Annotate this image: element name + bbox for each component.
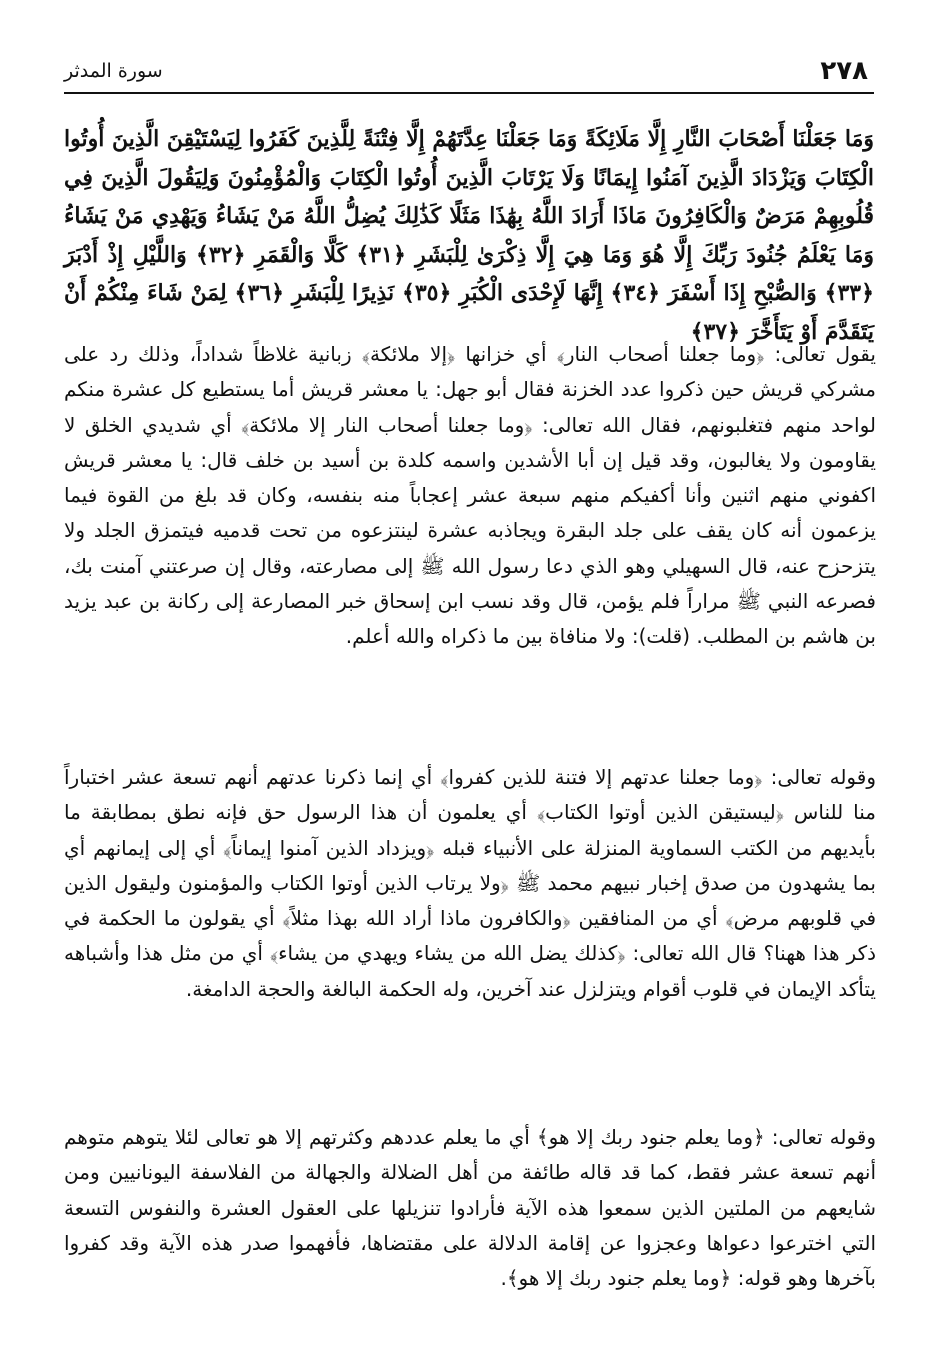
page-number: ٢٧٨ xyxy=(820,56,868,86)
commentary-section-3 xyxy=(64,1120,876,1296)
page-header xyxy=(64,52,874,94)
commentary-section-1 xyxy=(64,337,876,655)
commentary-paragraph: وقوله تعالى: ﴿وما يعلم جنود ربك إلا هو﴾ أي ما يعلم عددهم وكثرتهم إلا هو تعالى لئلا يتوهم متوهم أنهم تسعة عشر فقط، كما قد قاله طائفة من أهل الضلالة والجهالة من الفلاسفة اليونانيين ومن شايعهم من الملتين الذين سمعوا هذه الآية فأرادوا تنزيلها على العقول العشرة والنفوس التسعة التي اخترعوا دعواها وعجزوا عن إقامة الدلالة على مقتضاها، فأفهموا صدر هذه الآية وقد كفروا بآخرها وهو قوله: ﴿وما يعلم جنود ربك إلا هو﴾. xyxy=(64,1125,876,1291)
commentary-paragraph: وقوله تعالى: ﴿وما جعلنا عدتهم إلا فتنة للذين كفروا﴾ أي إنما ذكرنا عدتهم أنهم تسعة عشر اختباراً منا للناس ﴿ليستيقن الذين أوتوا الكتاب﴾ أي يعلمون أن هذا الرسول حق فإنه نطق بمطابقة ما بأيديهم من الكتب السماوية المنزلة على الأنبياء قبله ﴿ويزداد الذين آمنوا إيماناً﴾ أي إلى إيمانهم أي بما يشهدون من صدق إخبار نبيهم محمد ﷺ ﴿ولا يرتاب الذين أوتوا الكتاب والمؤمنون وليقول الذين في قلوبهم مرض﴾ أي من المنافقين ﴿والكافرون ماذا أراد الله بهذا مثلاً﴾ أي يقولون ما الحكمة في ذكر هذا ههنا؟ قال الله تعالى: ﴿كذلك يضل الله من يشاء ويهدي من يشاء﴾ أي من مثل هذا وأشباهه يتأكد الإيمان في قلوب أقوام ويتزلزل عند آخرين، وله الحكمة البالغة والحجة الدامغة. xyxy=(64,765,876,1001)
surah-title: سورة المدثر xyxy=(64,60,163,82)
commentary-section-2 xyxy=(64,760,876,1007)
commentary-paragraph: يقول تعالى: ﴿وما جعلنا أصحاب النار﴾ أي خزانها ﴿إلا ملائكة﴾ زبانية غلاظاً شداداً، وذلك رد على مشركي قريش حين ذكروا عدد الخزنة فقال أبو جهل: يا معشر قريش أما يستطيع كل عشرة منكم لواحد منهم فتغلبونهم، فقال الله تعالى: ﴿وما جعلنا أصحاب النار إلا ملائكة﴾ أي شديدي الخلق لا يقاومون ولا يغالبون، وقد قيل إن أبا الأشدين واسمه كلدة بن أسيد بن خلف قال: يا معشر قريش اكفوني منهم اثنين وأنا أكفيكم منهم سبعة عشر إعجاباً منه بنفسه، وكان قد بلغ من القوة فيما يزعمون أنه كان يقف على جلد البقرة ويجاذبه عشرة لينتزعوه من تحت قدميه فيتمزق الجلد ولا يتزحزح عنه، قال السهيلي وهو الذي دعا رسول الله ﷺ إلى مصارعته، وقال إن صرعتني آمنت بك، فصرعه النبي ﷺ مراراً فلم يؤمن، قال وقد نسب ابن إسحاق خبر المصارعة إلى ركانة بن عبد يزيد بن هاشم بن المطلب. (قلت): ولا منافاة بين ما ذكراه والله أعلم. xyxy=(64,342,876,649)
quran-verses: وَمَا جَعَلْنَا أَصْحَابَ النَّارِ إِلَّا مَلَائِكَةً وَمَا جَعَلْنَا عِدَّتَهُمْ إِلَّا فِتْنَةً لِلَّذِينَ كَفَرُوا لِيَسْتَيْقِنَ الَّذِينَ أُوتُوا الْكِتَابَ وَيَزْدَادَ الَّذِينَ آمَنُوا إِيمَانًا وَلَا يَرْتَابَ الَّذِينَ أُوتُوا الْكِتَابَ وَالْمُؤْمِنُونَ وَلِيَقُولَ الَّذِينَ فِي قُلُوبِهِمْ مَرَضٌ وَالْكَافِرُونَ مَاذَا أَرَادَ اللَّهُ بِهَٰذَا مَثَلًا كَذَٰلِكَ يُضِلُّ اللَّهُ مَنْ يَشَاءُ وَيَهْدِي مَنْ يَشَاءُ وَمَا يَعْلَمُ جُنُودَ رَبِّكَ إِلَّا هُوَ وَمَا هِيَ إِلَّا ذِكْرَىٰ لِلْبَشَرِ ﴿٣١﴾ كَلَّا وَالْقَمَرِ ﴿٣٢﴾ وَاللَّيْلِ إِذْ أَدْبَرَ ﴿٣٣﴾ وَالصُّبْحِ إِذَا أَسْفَرَ ﴿٣٤﴾ إِنَّهَا لَإِحْدَى الْكُبَرِ ﴿٣٥﴾ نَذِيرًا لِلْبَشَرِ ﴿٣٦﴾ لِمَنْ شَاءَ مِنْكُمْ أَنْ يَتَقَدَّمَ أَوْ يَتَأَخَّرَ ﴿٣٧﴾ xyxy=(63,126,874,345)
